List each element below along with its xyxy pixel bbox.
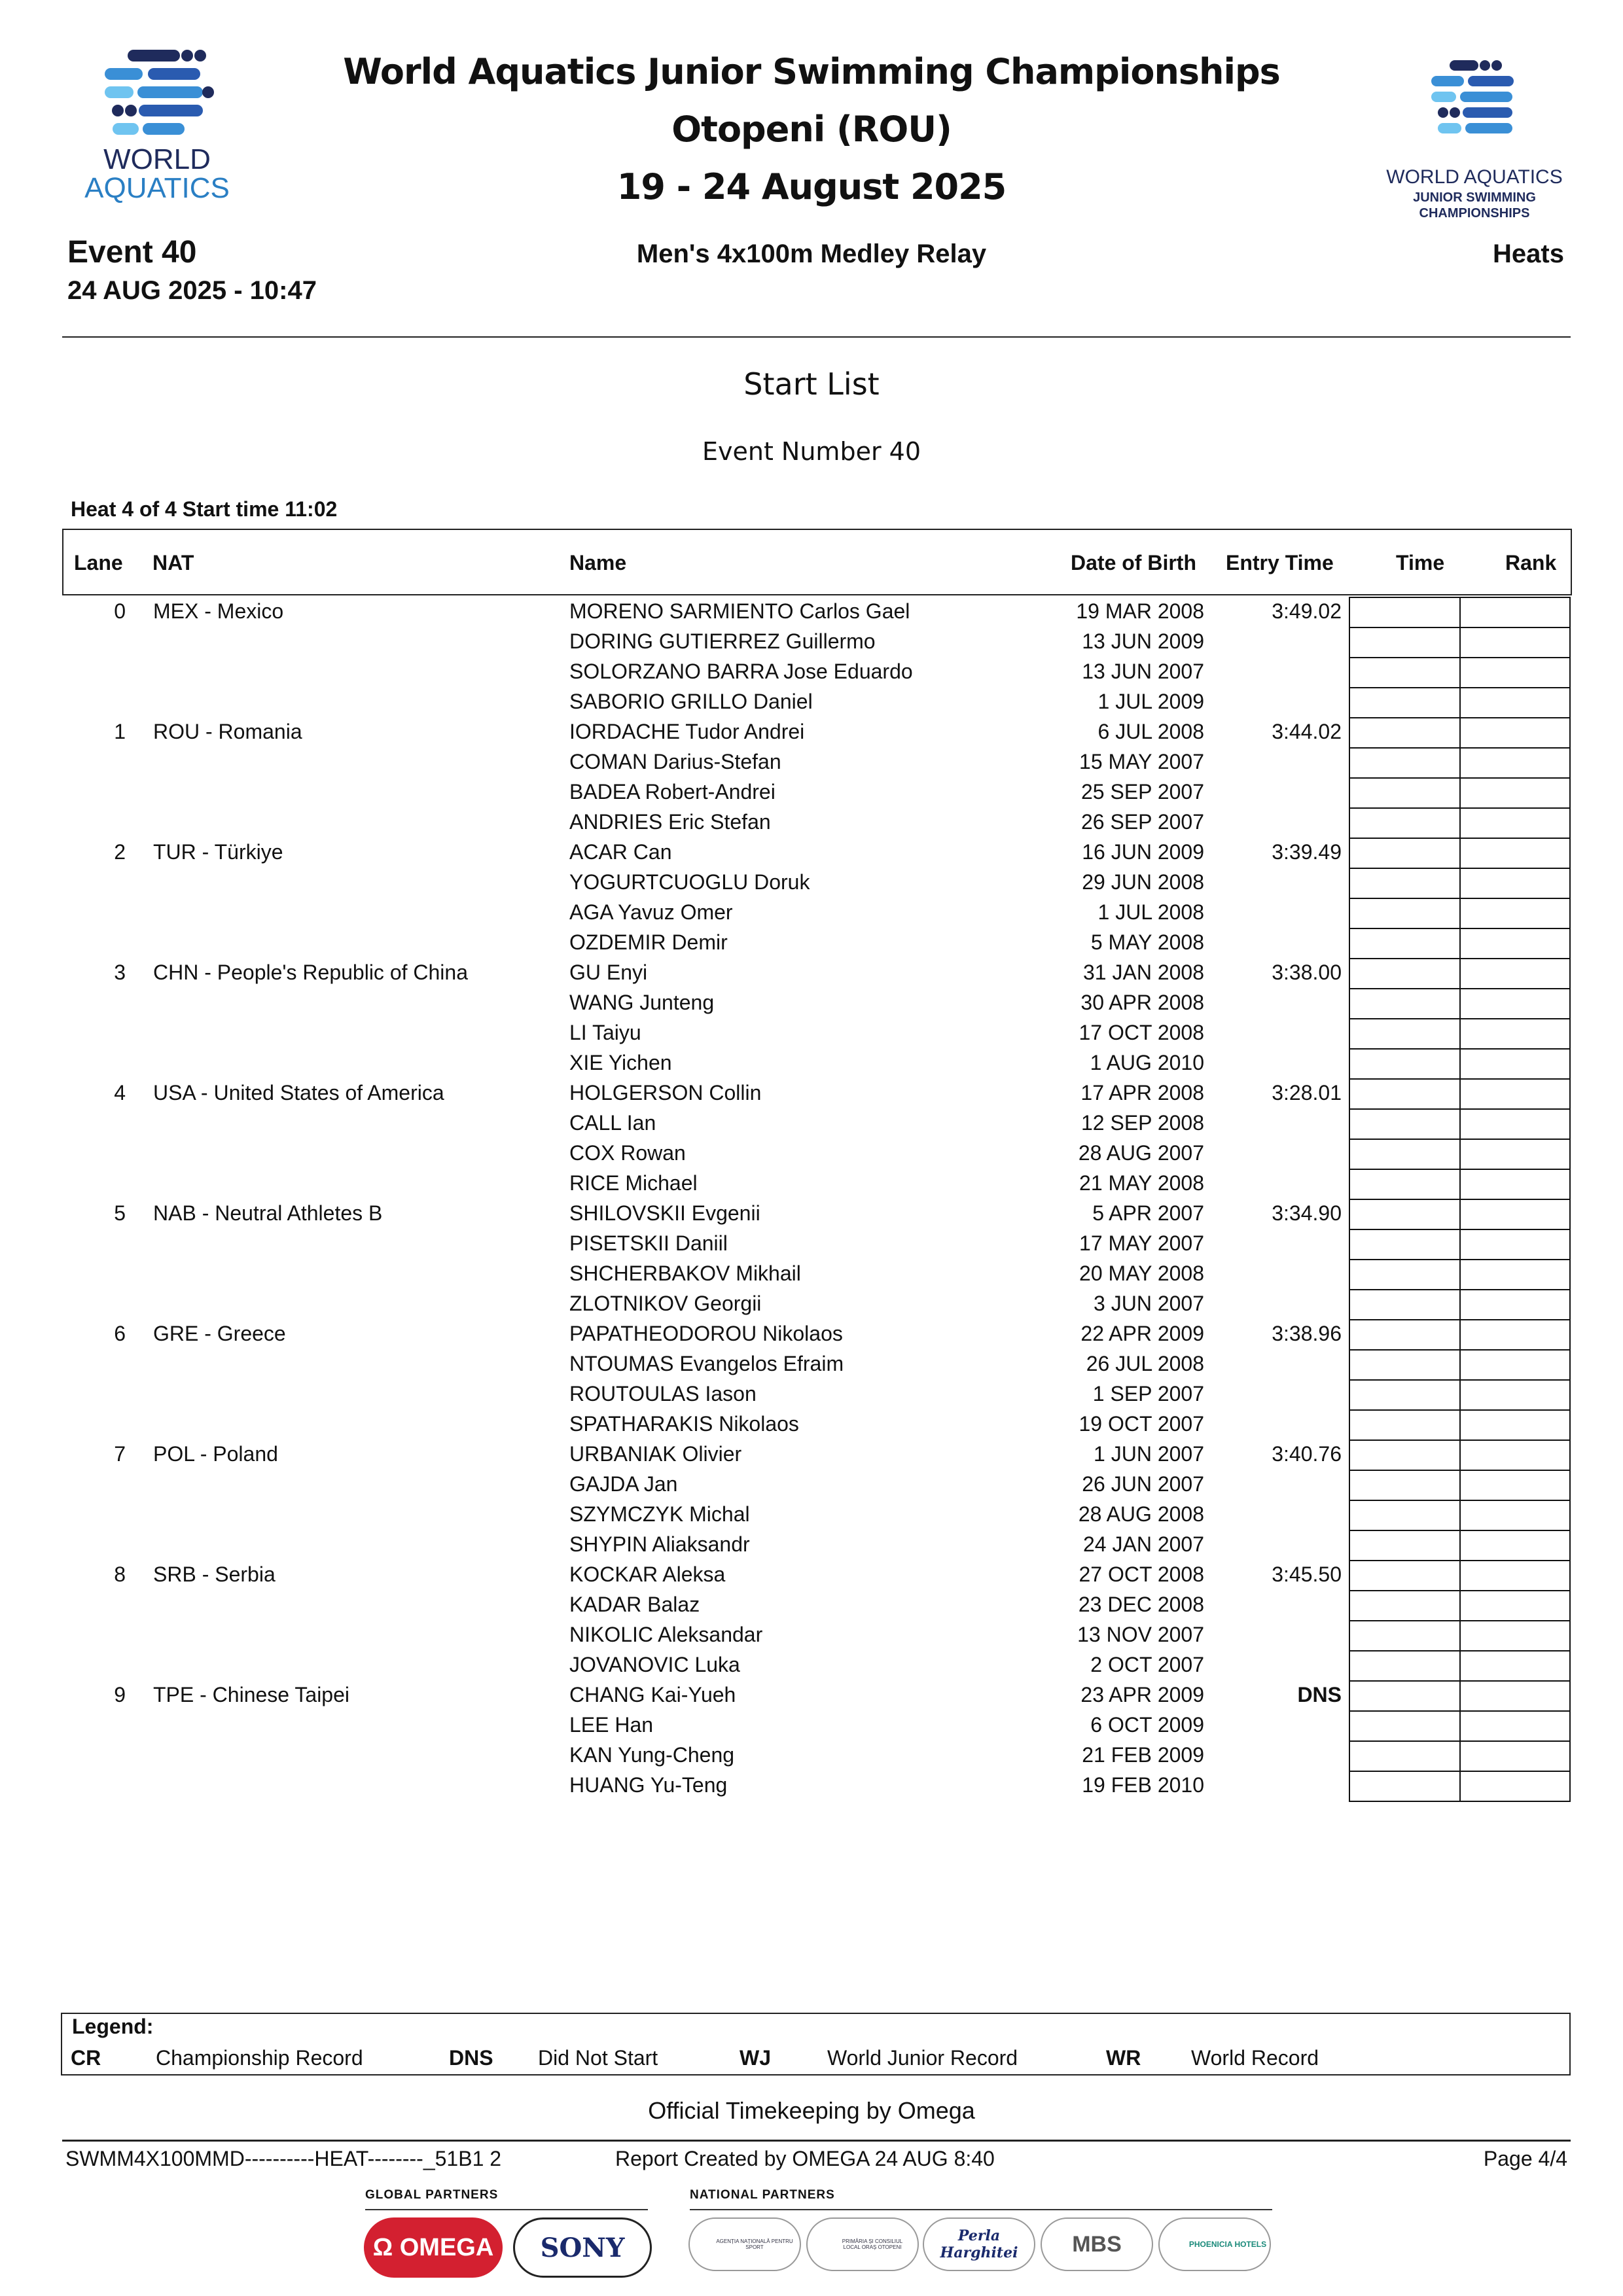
time-box (1349, 988, 1461, 1019)
swimmer-name: NTOUMAS Evangelos Efraim (569, 1352, 844, 1375)
date-of-birth: 16 JUN 2009 (1082, 840, 1204, 864)
time-box (1349, 1470, 1461, 1501)
team-nation: CHN - People's Republic of China (153, 961, 468, 984)
legend-text: World Record (1191, 2046, 1319, 2070)
national-partner-logo: AGENȚIA NAȚIONALĂ PENTRU SPORT (688, 2217, 801, 2271)
national-partners-label: NATIONAL PARTNERS (690, 2188, 835, 2202)
legend-code: WJ (740, 2046, 771, 2070)
event-number-heading: Event 40 (67, 235, 197, 270)
column-header-dob: Date of Birth (1071, 551, 1196, 574)
swimmer-name: SHCHERBAKOV Mikhail (569, 1262, 801, 1285)
time-box (1349, 1229, 1461, 1260)
lane-number: 4 (114, 1081, 126, 1104)
national-partner-logo: PRIMĂRIA ȘI CONSILIUL LOCAL ORAȘ OTOPENI (806, 2217, 919, 2271)
swimmer-name: NIKOLIC Aleksandar (569, 1623, 763, 1646)
swimmer-name: HUANG Yu-Teng (569, 1773, 728, 1797)
column-header-nat: NAT (152, 551, 194, 574)
table-header-line (62, 594, 1571, 595)
rank-box (1459, 747, 1571, 779)
team-nation: ROU - Romania (153, 720, 302, 743)
date-of-birth: 5 APR 2007 (1092, 1201, 1204, 1225)
time-box (1349, 1018, 1461, 1050)
swimmer-name: LEE Han (569, 1713, 654, 1737)
rank-box (1459, 1018, 1571, 1050)
column-header-lane: Lane (74, 551, 123, 574)
rank-box (1459, 1710, 1571, 1742)
swimmer-name: CALL Ian (569, 1111, 656, 1135)
rank-box (1459, 1740, 1571, 1772)
rank-box (1459, 1560, 1571, 1591)
entry-time: 3:38.00 (1272, 961, 1342, 984)
rank-box (1459, 1590, 1571, 1621)
column-header-name: Name (569, 551, 627, 574)
date-of-birth: 2 OCT 2007 (1090, 1653, 1204, 1676)
date-of-birth: 20 MAY 2008 (1079, 1262, 1204, 1285)
time-box (1349, 1319, 1461, 1351)
swimmer-name: KOCKAR Aleksa (569, 1563, 726, 1586)
rank-box (1459, 1169, 1571, 1200)
date-of-birth: 27 OCT 2008 (1079, 1563, 1204, 1586)
time-box (1349, 1379, 1461, 1411)
time-box (1349, 1259, 1461, 1290)
date-of-birth: 17 OCT 2008 (1079, 1021, 1204, 1044)
event-number-subtitle: Event Number 40 (702, 437, 921, 466)
date-of-birth: 1 AUG 2010 (1090, 1051, 1204, 1074)
swimmer-name: YOGURTCUOGLU Doruk (569, 870, 810, 894)
event-phase: Heats (1493, 239, 1564, 268)
time-box (1349, 1710, 1461, 1742)
rank-box (1459, 687, 1571, 718)
date-of-birth: 12 SEP 2008 (1080, 1111, 1204, 1135)
team-nation: POL - Poland (153, 1442, 278, 1466)
heat-info: Heat 4 of 4 Start time 11:02 (71, 497, 338, 521)
time-box (1349, 1169, 1461, 1200)
time-box (1349, 657, 1461, 688)
swimmer-name: KAN Yung-Cheng (569, 1743, 735, 1767)
date-of-birth: 1 SEP 2007 (1092, 1382, 1204, 1405)
date-of-birth: 6 OCT 2009 (1090, 1713, 1204, 1737)
column-header-entry-time: Entry Time (1226, 551, 1334, 574)
date-of-birth: 13 NOV 2007 (1077, 1623, 1204, 1646)
time-box (1349, 627, 1461, 658)
timekeeping-note: Official Timekeeping by Omega (648, 2097, 975, 2124)
lane-number: 1 (114, 720, 126, 743)
swimmer-name: WANG Junteng (569, 991, 715, 1014)
national-partner-logo: PHOENICIA HOTELS (1158, 2217, 1271, 2271)
date-of-birth: 17 MAY 2007 (1079, 1231, 1204, 1255)
date-of-birth: 17 APR 2008 (1080, 1081, 1204, 1104)
date-of-birth: 6 JUL 2008 (1097, 720, 1204, 743)
rank-box (1459, 807, 1571, 839)
team-nation: USA - United States of America (153, 1081, 444, 1104)
time-box (1349, 1439, 1461, 1471)
time-box (1349, 1139, 1461, 1170)
time-box (1349, 1199, 1461, 1230)
svg-text:WORLD: WORLD (103, 143, 211, 175)
time-box (1349, 1349, 1461, 1381)
time-box (1349, 1560, 1461, 1591)
time-box (1349, 1530, 1461, 1561)
time-box (1349, 687, 1461, 718)
team-nation: MEX - Mexico (153, 599, 284, 623)
swimmer-name: ACAR Can (569, 840, 672, 864)
lane-number: 9 (114, 1683, 126, 1706)
rank-box (1459, 1500, 1571, 1531)
date-of-birth: 21 MAY 2008 (1079, 1171, 1204, 1195)
rank-box (1459, 1048, 1571, 1080)
rank-box (1459, 717, 1571, 749)
time-box (1349, 1680, 1461, 1712)
rank-box (1459, 1620, 1571, 1651)
rank-box (1459, 898, 1571, 929)
time-box (1349, 1078, 1461, 1110)
date-of-birth: 1 JUN 2007 (1094, 1442, 1204, 1466)
header-divider (62, 336, 1571, 338)
date-of-birth: 21 FEB 2009 (1082, 1743, 1204, 1767)
swimmer-name: GU Enyi (569, 961, 648, 984)
rank-box (1459, 627, 1571, 658)
entry-time: 3:28.01 (1272, 1081, 1342, 1104)
rank-box (1459, 1108, 1571, 1140)
time-box (1349, 1771, 1461, 1802)
date-of-birth: 13 JUN 2007 (1082, 660, 1204, 683)
swimmer-name: COMAN Darius-Stefan (569, 750, 781, 773)
swimmer-name: ROUTOULAS Iason (569, 1382, 757, 1405)
entry-time: 3:44.02 (1272, 720, 1342, 743)
date-of-birth: 23 DEC 2008 (1078, 1593, 1204, 1616)
entry-time: 3:34.90 (1272, 1201, 1342, 1225)
team-nation: GRE - Greece (153, 1322, 286, 1345)
report-code: SWMM4X100MMD----------HEAT--------_51B1 2 (65, 2147, 502, 2170)
rank-box (1459, 838, 1571, 869)
lane-number: 5 (114, 1201, 126, 1225)
time-box (1349, 928, 1461, 959)
report-created: Report Created by OMEGA 24 AUG 8:40 (615, 2147, 995, 2170)
swimmer-name: RICE Michael (569, 1171, 698, 1195)
column-header-time: Time (1396, 551, 1445, 574)
swimmer-name: ZLOTNIKOV Georgii (569, 1292, 762, 1315)
entry-time: 3:38.96 (1272, 1322, 1342, 1345)
date-of-birth: 1 JUL 2008 (1097, 900, 1204, 924)
team-nation: NAB - Neutral Athletes B (153, 1201, 383, 1225)
legend-code: CR (71, 2046, 101, 2070)
footer-divider (62, 2140, 1571, 2142)
rank-box (1459, 1379, 1571, 1411)
rank-box (1459, 777, 1571, 809)
svg-text:WORLD AQUATICS: WORLD AQUATICS (1386, 166, 1563, 188)
date-of-birth: 3 JUN 2007 (1094, 1292, 1204, 1315)
team-nation: TUR - Türkiye (153, 840, 283, 864)
championship-title: World Aquatics Junior Swimming Championships (343, 51, 1280, 92)
swimmer-name: OZDEMIR Demir (569, 930, 728, 954)
team-nation: SRB - Serbia (153, 1563, 276, 1586)
swimmer-name: JOVANOVIC Luka (569, 1653, 740, 1676)
national-partners-line (690, 2209, 1272, 2210)
date-of-birth: 19 MAR 2008 (1076, 599, 1204, 623)
time-box (1349, 958, 1461, 989)
svg-text:CHAMPIONSHIPS: CHAMPIONSHIPS (1419, 206, 1530, 221)
rank-box (1459, 1259, 1571, 1290)
date-of-birth: 1 JUL 2009 (1097, 690, 1204, 713)
date-of-birth: 22 APR 2009 (1080, 1322, 1204, 1345)
swimmer-name: MORENO SARMIENTO Carlos Gael (569, 599, 910, 623)
time-box (1349, 747, 1461, 779)
entry-time: DNS (1297, 1683, 1342, 1706)
swimmer-name: LI Taiyu (569, 1021, 641, 1044)
rank-box (1459, 1349, 1571, 1381)
rank-box (1459, 1199, 1571, 1230)
time-box (1349, 868, 1461, 899)
date-of-birth: 15 MAY 2007 (1079, 750, 1204, 773)
column-header-rank: Rank (1505, 551, 1557, 574)
date-of-birth: 30 APR 2008 (1080, 991, 1204, 1014)
date-of-birth: 13 JUN 2009 (1082, 629, 1204, 653)
team-nation: TPE - Chinese Taipei (153, 1683, 349, 1706)
rank-box (1459, 1319, 1571, 1351)
rank-box (1459, 1409, 1571, 1441)
lane-number: 8 (114, 1563, 126, 1586)
date-of-birth: 31 JAN 2008 (1082, 961, 1204, 984)
time-box (1349, 777, 1461, 809)
rank-box (1459, 657, 1571, 688)
global-partners-label: GLOBAL PARTNERS (365, 2188, 499, 2202)
lane-number: 3 (114, 961, 126, 984)
championship-dates: 19 - 24 August 2025 (616, 166, 1007, 207)
svg-text:JUNIOR SWIMMING: JUNIOR SWIMMING (1413, 190, 1536, 205)
rank-box (1459, 1771, 1571, 1802)
swimmer-name: HOLGERSON Collin (569, 1081, 762, 1104)
date-of-birth: 25 SEP 2007 (1080, 780, 1204, 804)
time-box (1349, 1409, 1461, 1441)
lane-number: 6 (114, 1322, 126, 1345)
time-box (1349, 597, 1461, 628)
time-box (1349, 1048, 1461, 1080)
swimmer-name: PISETSKII Daniil (569, 1231, 728, 1255)
swimmer-name: COX Rowan (569, 1141, 686, 1165)
event-name: Men's 4x100m Medley Relay (636, 239, 987, 268)
legend-code: DNS (449, 2046, 493, 2070)
page-number: Page 4/4 (1483, 2147, 1567, 2170)
swimmer-name: SPATHARAKIS Nikolaos (569, 1412, 799, 1436)
rank-box (1459, 1078, 1571, 1110)
time-box (1349, 1289, 1461, 1320)
date-of-birth: 26 SEP 2007 (1080, 810, 1204, 834)
swimmer-name: CHANG Kai-Yueh (569, 1683, 736, 1706)
date-of-birth: 28 AUG 2007 (1078, 1141, 1204, 1165)
swimmer-name: IORDACHE Tudor Andrei (569, 720, 805, 743)
legend-text: Did Not Start (538, 2046, 658, 2070)
omega-logo: Ω OMEGA (364, 2217, 503, 2278)
date-of-birth: 19 OCT 2007 (1079, 1412, 1204, 1436)
swimmer-name: DORING GUTIERREZ Guillermo (569, 629, 876, 653)
swimmer-name: SABORIO GRILLO Daniel (569, 690, 813, 713)
swimmer-name: GAJDA Jan (569, 1472, 678, 1496)
time-box (1349, 1590, 1461, 1621)
date-of-birth: 24 JAN 2007 (1082, 1532, 1204, 1556)
legend-code: WR (1106, 2046, 1141, 2070)
date-of-birth: 29 JUN 2008 (1082, 870, 1204, 894)
global-partners-line (365, 2209, 648, 2210)
entry-time: 3:49.02 (1272, 599, 1342, 623)
time-box (1349, 717, 1461, 749)
rank-box (1459, 1139, 1571, 1170)
national-partner-logo: Perla Harghitei (923, 2217, 1035, 2271)
swimmer-name: KADAR Balaz (569, 1593, 700, 1616)
time-box (1349, 898, 1461, 929)
swimmer-name: SOLORZANO BARRA Jose Eduardo (569, 660, 913, 683)
time-box (1349, 838, 1461, 869)
entry-time: 3:40.76 (1272, 1442, 1342, 1466)
time-box (1349, 1108, 1461, 1140)
swimmer-name: URBANIAK Olivier (569, 1442, 742, 1466)
time-box (1349, 1740, 1461, 1772)
time-box (1349, 1500, 1461, 1531)
date-of-birth: 23 APR 2009 (1080, 1683, 1204, 1706)
start-list-table-header (62, 529, 1572, 595)
swimmer-name: ANDRIES Eric Stefan (569, 810, 771, 834)
swimmer-name: PAPATHEODOROU Nikolaos (569, 1322, 843, 1345)
rank-box (1459, 1530, 1571, 1561)
rank-box (1459, 1229, 1571, 1260)
date-of-birth: 26 JUN 2007 (1082, 1472, 1204, 1496)
date-of-birth: 5 MAY 2008 (1090, 930, 1204, 954)
lane-number: 0 (114, 599, 126, 623)
national-partner-logo: MBS (1041, 2217, 1153, 2271)
rank-box (1459, 597, 1571, 628)
rank-box (1459, 958, 1571, 989)
championship-venue: Otopeni (ROU) (671, 109, 952, 150)
swimmer-name: SZYMCZYK Michal (569, 1502, 750, 1526)
time-box (1349, 1620, 1461, 1651)
rank-box (1459, 1289, 1571, 1320)
legend-title: Legend: (72, 2015, 154, 2038)
rank-box (1459, 1650, 1571, 1682)
date-of-birth: 28 AUG 2008 (1078, 1502, 1204, 1526)
swimmer-name: XIE Yichen (569, 1051, 672, 1074)
time-box (1349, 1650, 1461, 1682)
rank-box (1459, 1439, 1571, 1471)
lane-number: 2 (114, 840, 126, 864)
time-box (1349, 807, 1461, 839)
rank-box (1459, 1470, 1571, 1501)
date-of-birth: 19 FEB 2010 (1082, 1773, 1204, 1797)
swimmer-name: AGA Yavuz Omer (569, 900, 733, 924)
swimmer-name: SHILOVSKII Evgenii (569, 1201, 760, 1225)
svg-text:AQUATICS: AQUATICS (84, 172, 230, 204)
swimmer-name: BADEA Robert-Andrei (569, 780, 776, 804)
rank-box (1459, 1680, 1571, 1712)
rank-box (1459, 928, 1571, 959)
rank-box (1459, 988, 1571, 1019)
rank-box (1459, 868, 1571, 899)
entry-time: 3:45.50 (1272, 1563, 1342, 1586)
legend-text: Championship Record (156, 2046, 363, 2070)
event-datetime: 24 AUG 2025 - 10:47 (67, 276, 317, 305)
legend-text: World Junior Record (827, 2046, 1018, 2070)
entry-time: 3:39.49 (1272, 840, 1342, 864)
swimmer-name: SHYPIN Aliaksandr (569, 1532, 750, 1556)
sony-logo: SONY (513, 2217, 652, 2278)
document-title: Start List (743, 366, 880, 402)
date-of-birth: 26 JUL 2008 (1086, 1352, 1204, 1375)
lane-number: 7 (114, 1442, 126, 1466)
